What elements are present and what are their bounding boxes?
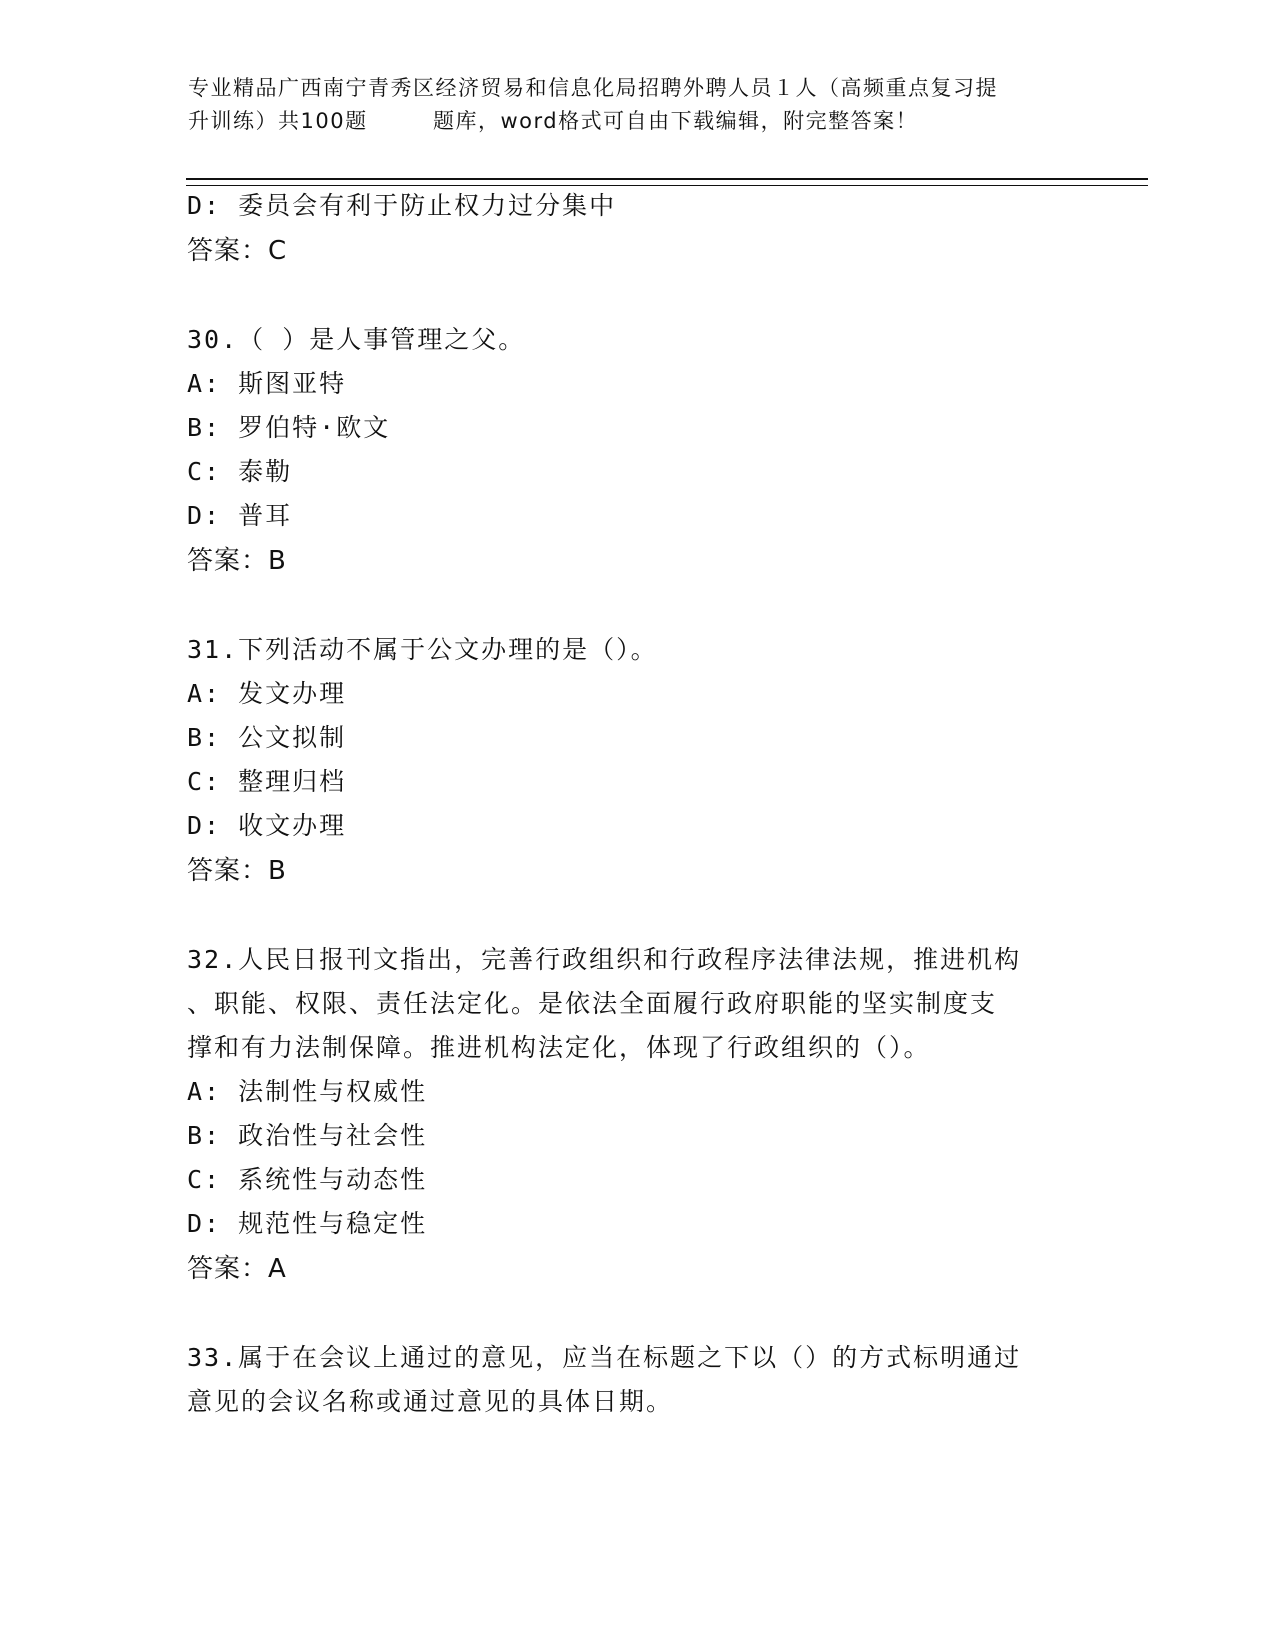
q30-option-a: A: 斯图亚特 — [187, 369, 347, 398]
q31-option-c: C: 整理归档 — [187, 767, 347, 796]
q31-option-d: D: 收文办理 — [187, 811, 347, 840]
header-divider — [186, 178, 1148, 186]
q32-question-line-3: 撑和有力法制保障。推进机构法定化，体现了行政组织的（）。 — [187, 1033, 931, 1062]
q29-option-d: D: 委员会有利于防止权力过分集中 — [187, 191, 617, 220]
q31-question: 31.下列活动不属于公文办理的是（）。 — [187, 635, 658, 664]
q32-option-c: C: 系统性与动态性 — [187, 1165, 428, 1194]
q31-option-b: B: 公文拟制 — [187, 723, 347, 752]
q32-question-line-2: 、职能、权限、责任法定化。是依法全面履行政府职能的坚实制度支 — [187, 989, 998, 1018]
q33-question-line-1: 33.属于在会议上通过的意见，应当在标题之下以（）的方式标明通过 — [187, 1343, 1022, 1372]
q29-answer: 答案：C — [187, 236, 288, 266]
page-header — [188, 72, 1088, 138]
header-title-line-2: 升训练）共100题 题库，word格式可自由下载编辑，附完整答案！ — [188, 109, 919, 133]
q30-answer: 答案：B — [187, 546, 287, 576]
q30-option-b: B: 罗伯特·欧文 — [187, 413, 391, 442]
q32-option-a: A: 法制性与权威性 — [187, 1077, 428, 1106]
q32-option-d: D: 规范性与稳定性 — [187, 1209, 428, 1238]
q33-question-line-2: 意见的会议名称或通过意见的具体日期。 — [187, 1387, 674, 1416]
q32-option-b: B: 政治性与社会性 — [187, 1121, 428, 1150]
q30-option-c: C: 泰勒 — [187, 457, 293, 486]
q30-option-d: D: 普耳 — [187, 501, 293, 530]
q31-answer: 答案：B — [187, 856, 287, 886]
q32-answer: 答案：A — [187, 1254, 287, 1284]
q30-question: 30.（ ）是人事管理之父。 — [187, 325, 526, 354]
header-title-line-1: 专业精品广西南宁青秀区经济贸易和信息化局招聘外聘人员１人（高频重点复习提 — [188, 76, 998, 100]
q32-question-line-1: 32.人民日报刊文指出，完善行政组织和行政程序法律法规，推进机构 — [187, 945, 1022, 974]
q31-option-a: A: 发文办理 — [187, 679, 347, 708]
